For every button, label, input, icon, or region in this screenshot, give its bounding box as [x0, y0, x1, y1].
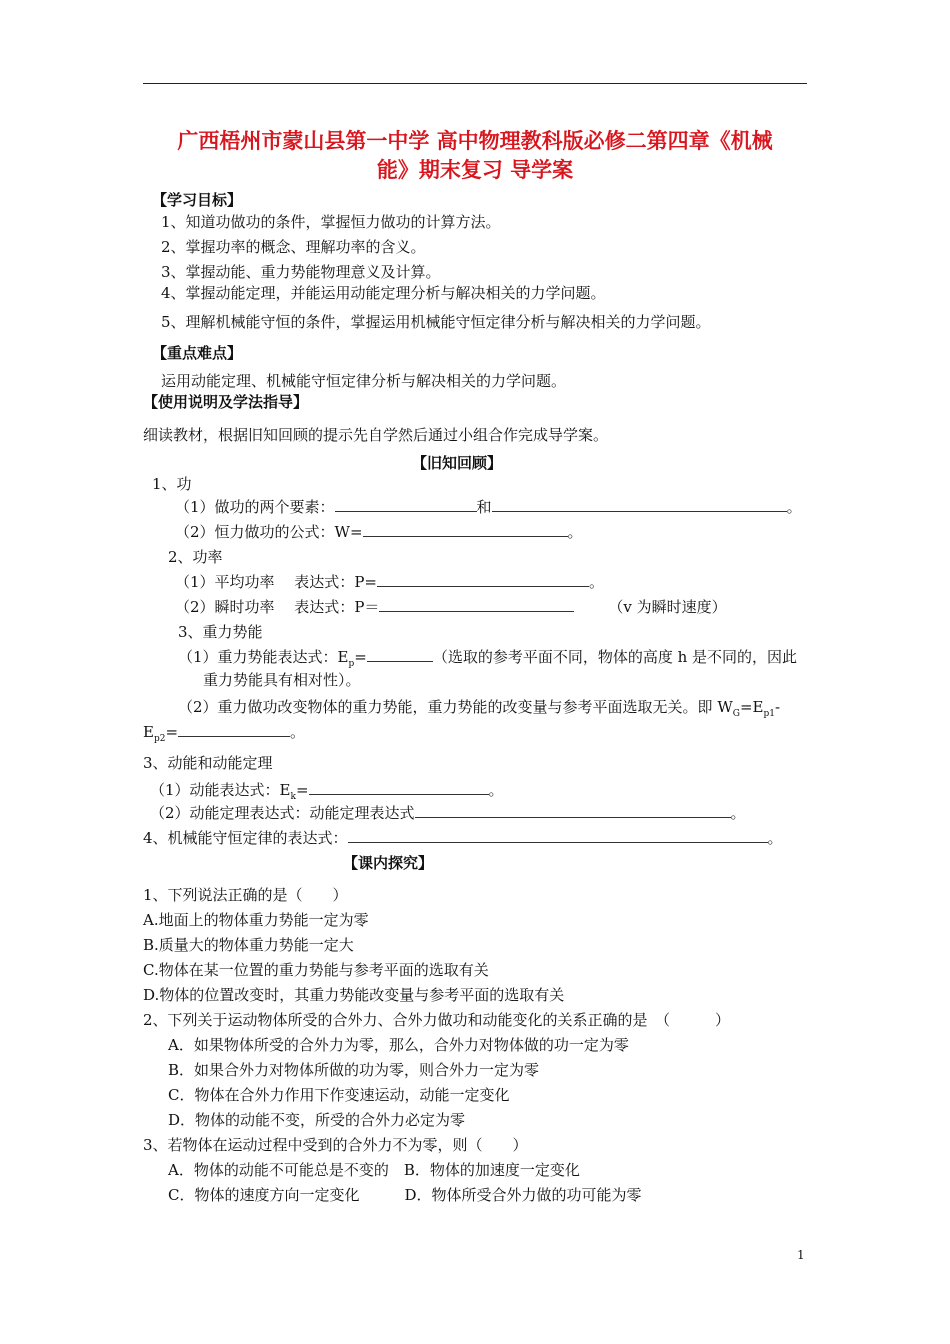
q1-option-d: D.物体的位置改变时，其重力势能改变量与参考平面的选取有关 [143, 986, 565, 1004]
inst-power-note: （v 为瞬时速度） [608, 598, 727, 616]
conservation-line [143, 828, 783, 848]
q3-stem: 3、若物体在运动过程中受到的合外力不为零，则（ ） [143, 1136, 528, 1154]
potential-expr-label: （1）重力势能表达式：E [178, 648, 349, 666]
inst-power-line [175, 597, 727, 617]
goals-heading: 【学习目标】 [152, 191, 243, 209]
q1-stem: 1、下列说法正确的是（ ） [143, 886, 348, 904]
kinetic-expr-label: （1）动能表达式：E [150, 781, 291, 799]
work-formula-line [175, 522, 583, 542]
potential-change-line [178, 697, 780, 724]
sub-k: k [290, 792, 296, 802]
conservation-label: 4、机械能守恒定律的表达式： [143, 829, 348, 847]
q1-option-b: B.质量大的物体重力势能一定大 [143, 936, 354, 954]
guide-text: 细读教材，根据旧知回顾的提示先自学然后通过小组合作完成导学案。 [143, 426, 609, 444]
goal-item-2: 2、掌握功率的概念、理解功率的含义。 [161, 238, 426, 256]
header-rule [143, 83, 807, 84]
goal-item-5: 5、理解机械能守恒的条件，掌握运用机械能守恒定律分析与解决相关的力学问题。 [161, 313, 711, 331]
q2-option-d: D．物体的动能不变，所受的合外力必定为零 [168, 1111, 466, 1129]
dash: - [774, 698, 781, 716]
key-heading: 【重点难点】 [152, 344, 243, 362]
kinetic-theorem-line [150, 803, 746, 823]
avg-power-line [175, 572, 604, 592]
q1-option-a: A.地面上的物体重力势能一定为零 [143, 911, 369, 929]
period: 。 [567, 523, 583, 541]
blank-kinetic-theorem[interactable] [415, 803, 731, 818]
q3-options-ab: A．物体的动能不可能总是不变的 B．物体的加速度一定变化 [168, 1161, 580, 1179]
equals: = [165, 723, 179, 741]
avg-power-label: （1）平均功率 表达式：P= [175, 573, 377, 591]
doc-title-line2: 能》期末复习 导学案 [376, 158, 574, 182]
work-elements-line [175, 497, 802, 517]
review-kinetic: 3、动能和动能定理 [143, 754, 273, 772]
equals: = [354, 648, 367, 666]
period: 。 [488, 781, 504, 799]
potential-expr-note: （选取的参考平面不同，物体的高度 h 是不同的，因此 [432, 648, 798, 666]
guide-heading: 【使用说明及学法指导】 [143, 393, 309, 411]
goal-item-1: 1、知道功做功的条件，掌握恒力做功的计算方法。 [161, 213, 501, 231]
potential-change-text: （2）重力做功改变物体的重力势能，重力势能的改变量与参考平面选取无关。即 W [178, 698, 733, 716]
goal-item-3: 3、掌握动能、重力势能物理意义及计算。 [161, 263, 441, 281]
eq-E: =E [739, 698, 764, 716]
period: 。 [730, 804, 746, 822]
period: 。 [786, 498, 802, 516]
period: 。 [290, 723, 306, 741]
page-number: 1 [797, 1248, 805, 1262]
key-text: 运用动能定理、机械能守恒定律分析与解决相关的力学问题。 [161, 372, 567, 390]
blank-work-formula[interactable] [363, 522, 568, 537]
doc-title-line1: 广西梧州市蒙山县第一中学 高中物理教科版必修二第四章《机械 [177, 129, 773, 153]
q2-stem: 2、下列关于运动物体所受的合外力、合外力做功和动能变化的关系正确的是 （ ） [143, 1011, 731, 1029]
potential-expr-line2: 重力势能具有相对性）。 [203, 671, 361, 689]
q1-option-c: C.物体在某一位置的重力势能与参考平面的选取有关 [143, 961, 489, 979]
sub-p: p [348, 659, 355, 669]
and-text: 和 [476, 498, 492, 516]
explore-heading: 【课内探究】 [343, 854, 434, 872]
goal-item-4: 4、掌握动能定理，并能运用动能定理分析与解决相关的力学问题。 [161, 284, 606, 302]
blank-conservation[interactable] [348, 828, 768, 843]
review-potential: 3、重力势能 [178, 623, 263, 641]
inst-power-label: （2）瞬时功率 表达式：P＝ [175, 598, 380, 616]
q2-option-c: C．物体在合外力作用下作变速运动，动能一定变化 [168, 1086, 510, 1104]
blank-avg-power[interactable] [377, 572, 589, 587]
sub-G: G [732, 709, 740, 719]
q3-options-cd: C．物体的速度方向一定变化 D．物体所受合外力做的功可能为零 [168, 1186, 642, 1204]
period: 。 [588, 573, 604, 591]
sub-p1: p1 [763, 709, 775, 719]
E-letter: E [143, 723, 154, 741]
blank-element-2[interactable] [492, 497, 787, 512]
review-power: 2、功率 [168, 548, 223, 566]
period: 。 [767, 829, 783, 847]
blank-potential-change[interactable] [178, 722, 290, 737]
kinetic-theorem-label: （2）动能定理表达式：动能定理表达式 [150, 804, 415, 822]
review-heading: 【旧知回顾】 [412, 454, 503, 472]
blank-potential-expr[interactable] [367, 647, 433, 662]
blank-kinetic-expr[interactable] [309, 780, 489, 795]
blank-inst-power[interactable] [379, 597, 574, 612]
blank-element-1[interactable] [335, 497, 477, 512]
q2-option-a: A．如果物体所受的合外力为零，那么，合外力对物体做的功一定为零 [168, 1036, 629, 1054]
review-work: 1、功 [152, 475, 192, 493]
work-elements-label: （1）做功的两个要素： [175, 498, 335, 516]
sub-p2: p2 [153, 734, 166, 744]
q2-option-b: B．如果合外力对物体所做的功为零，则合外力一定为零 [168, 1061, 540, 1079]
equals: = [295, 781, 309, 799]
work-formula-label: （2）恒力做功的公式：W= [175, 523, 363, 541]
potential-change-line2 [143, 722, 305, 749]
